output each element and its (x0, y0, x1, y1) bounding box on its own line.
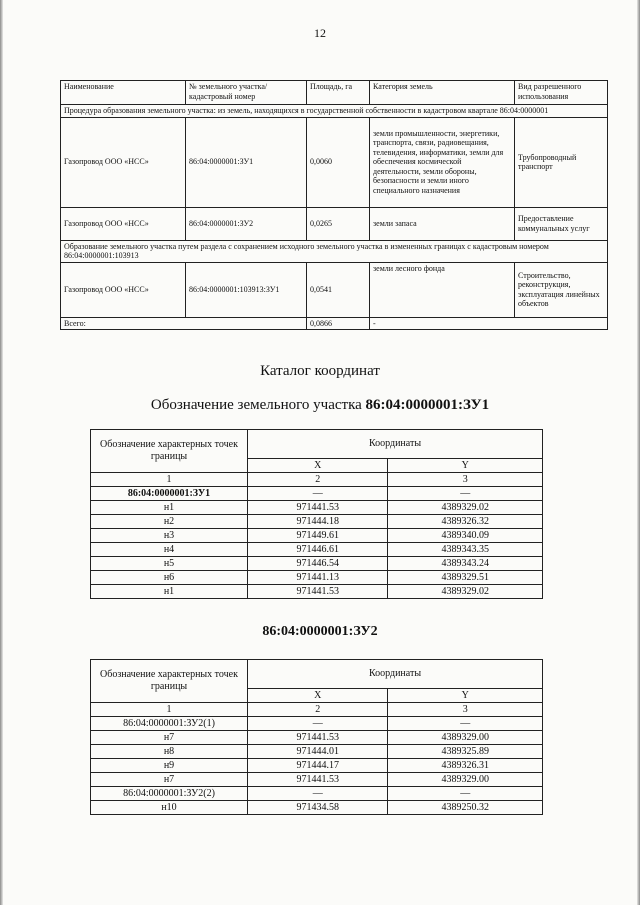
plot-zu1-heading (0, 397, 640, 414)
plot-zu2-heading-number: 86:04:0000001:ЗУ2 (262, 624, 378, 639)
point-label: н6 (91, 571, 248, 585)
land-table-header (61, 81, 608, 105)
row-name: Газопровод ООО «НСС» (61, 207, 186, 240)
coord-x: 971444.01 (248, 745, 388, 759)
group-x: — (248, 787, 388, 801)
table-row (61, 262, 608, 317)
coord-y: 4389326.31 (388, 759, 543, 773)
coord-y: 4389325.89 (388, 745, 543, 759)
group-row (91, 487, 543, 501)
row-area: 0,0060 (307, 117, 370, 207)
point-label: н5 (91, 557, 248, 571)
total-row (61, 317, 608, 330)
row-permitted-use: Предоставление коммунальных услуг (515, 207, 608, 240)
coord-y: 4389343.35 (388, 543, 543, 557)
coord-x: 971441.13 (248, 571, 388, 585)
table-row (91, 571, 543, 585)
table-row (91, 557, 543, 571)
row-name: Газопровод ООО «НСС» (61, 262, 186, 317)
header-category: Категория земель (370, 81, 515, 105)
header-point-designation: Обозначение характерных точек границы (91, 660, 248, 703)
row-area: 0,0541 (307, 262, 370, 317)
header-y: Y (388, 689, 543, 703)
point-label: н7 (91, 731, 248, 745)
row-area: 0,0265 (307, 207, 370, 240)
row-permitted-use: Трубопроводный транспорт (515, 117, 608, 207)
page-number: 12 (314, 26, 326, 40)
coord-x: 971449.61 (248, 529, 388, 543)
header-area: Площадь, га (307, 81, 370, 105)
group-row (91, 787, 543, 801)
coord-y: 4389329.00 (388, 773, 543, 787)
plot-zu2-heading (0, 624, 640, 640)
coord-x: 971446.61 (248, 543, 388, 557)
table-row (91, 585, 543, 599)
coord-x: 971444.18 (248, 515, 388, 529)
header-coordinates: Координаты (248, 660, 543, 689)
group-y: — (388, 787, 543, 801)
coord-y: 4389343.24 (388, 557, 543, 571)
table-row (91, 543, 543, 557)
header-name: Наименование (61, 81, 186, 105)
table-row (61, 207, 608, 240)
header-plot-number: № земельного участка/ кадастровый номер (186, 81, 307, 105)
column-number-3: 3 (388, 473, 543, 487)
section-row (61, 105, 608, 118)
row-plot-number: 86:04:0000001:103913:ЗУ1 (186, 262, 307, 317)
coord-x: 971446.54 (248, 557, 388, 571)
header-permitted-use: Вид разрешенного использования (515, 81, 608, 105)
table-row (61, 117, 608, 207)
total-label: Всего: (61, 317, 307, 330)
row-category: земли промышленности, энергетики, транспорта, связи, радиовещания, телевидения, информатики, земли для обеспечения космической деятельности, земли обороны, безопасности и земли иного специального назначения (370, 117, 515, 207)
column-number-row (91, 703, 543, 717)
total-area: 0,0866 (307, 317, 370, 330)
coord-y: 4389329.00 (388, 731, 543, 745)
coords-header-row (91, 660, 543, 689)
group-label: 86:04:0000001:ЗУ2(2) (91, 787, 248, 801)
table-row (91, 529, 543, 543)
coord-x: 971441.53 (248, 773, 388, 787)
group-y: — (388, 487, 543, 501)
header-point-designation: Обозначение характерных точек границы (91, 430, 248, 473)
point-label: н1 (91, 501, 248, 515)
coordinates-table-zu1 (90, 429, 543, 599)
coord-y: 4389250.32 (388, 801, 543, 815)
coord-x: 971441.53 (248, 731, 388, 745)
column-number-1: 1 (91, 703, 248, 717)
column-number-2: 2 (248, 473, 388, 487)
table-row (91, 745, 543, 759)
group-y: — (388, 717, 543, 731)
coord-x: 971441.53 (248, 501, 388, 515)
catalog-title: Каталог координат (260, 363, 380, 379)
group-x: — (248, 487, 388, 501)
row-plot-number: 86:04:0000001:ЗУ2 (186, 207, 307, 240)
coord-y: 4389329.02 (388, 585, 543, 599)
coord-y: 4389329.51 (388, 571, 543, 585)
coord-x: 971441.53 (248, 585, 388, 599)
section-2-text: Образование земельного участка путем раздела с сохранением исходного земельного участка в измененных границах с кадастровым номером 86:04:0000001:103913 (61, 240, 608, 262)
row-category: земли запаса (370, 207, 515, 240)
row-name: Газопровод ООО «НСС» (61, 117, 186, 207)
group-label: 86:04:0000001:ЗУ2(1) (91, 717, 248, 731)
table-row (91, 501, 543, 515)
point-label: н10 (91, 801, 248, 815)
point-label: н1 (91, 585, 248, 599)
coord-x: 971434.58 (248, 801, 388, 815)
header-x: X (248, 459, 388, 473)
table-row (91, 731, 543, 745)
table-row (91, 773, 543, 787)
section-row (61, 240, 608, 262)
section-1-text: Процедура образования земельного участка: из земель, находящихся в государственной собственности в кадастровом квартале 86:04:0000001 (61, 105, 608, 118)
table-row (91, 515, 543, 529)
table-row (91, 801, 543, 815)
plot-zu1-heading-prefix: Обозначение земельного участка (150, 397, 366, 413)
point-label: н8 (91, 745, 248, 759)
header-coordinates: Координаты (248, 430, 543, 459)
coord-y: 4389326.32 (388, 515, 543, 529)
coords-header-row (91, 430, 543, 459)
row-category: земли лесного фонда (370, 262, 515, 317)
row-permitted-use: Строительство, реконструкция, эксплуатация линейных объектов (515, 262, 608, 317)
group-label: 86:04:0000001:ЗУ1 (91, 487, 248, 501)
coord-y: 4389329.02 (388, 501, 543, 515)
land-plot-table (60, 80, 608, 330)
table-row (91, 759, 543, 773)
coord-y: 4389340.09 (388, 529, 543, 543)
point-label: н4 (91, 543, 248, 557)
point-label: н3 (91, 529, 248, 543)
point-label: н9 (91, 759, 248, 773)
coordinates-table-zu2 (90, 659, 543, 815)
column-number-2: 2 (248, 703, 388, 717)
column-number-1: 1 (91, 473, 248, 487)
point-label: н7 (91, 773, 248, 787)
group-x: — (248, 717, 388, 731)
total-dash: - (370, 317, 608, 330)
point-label: н2 (91, 515, 248, 529)
page-left-edge (0, 0, 3, 905)
row-plot-number: 86:04:0000001:ЗУ1 (186, 117, 307, 207)
column-number-row (91, 473, 543, 487)
plot-zu1-heading-number: 86:04:0000001:ЗУ1 (365, 397, 490, 413)
column-number-3: 3 (388, 703, 543, 717)
header-y: Y (388, 459, 543, 473)
group-row (91, 717, 543, 731)
header-x: X (248, 689, 388, 703)
coord-x: 971444.17 (248, 759, 388, 773)
